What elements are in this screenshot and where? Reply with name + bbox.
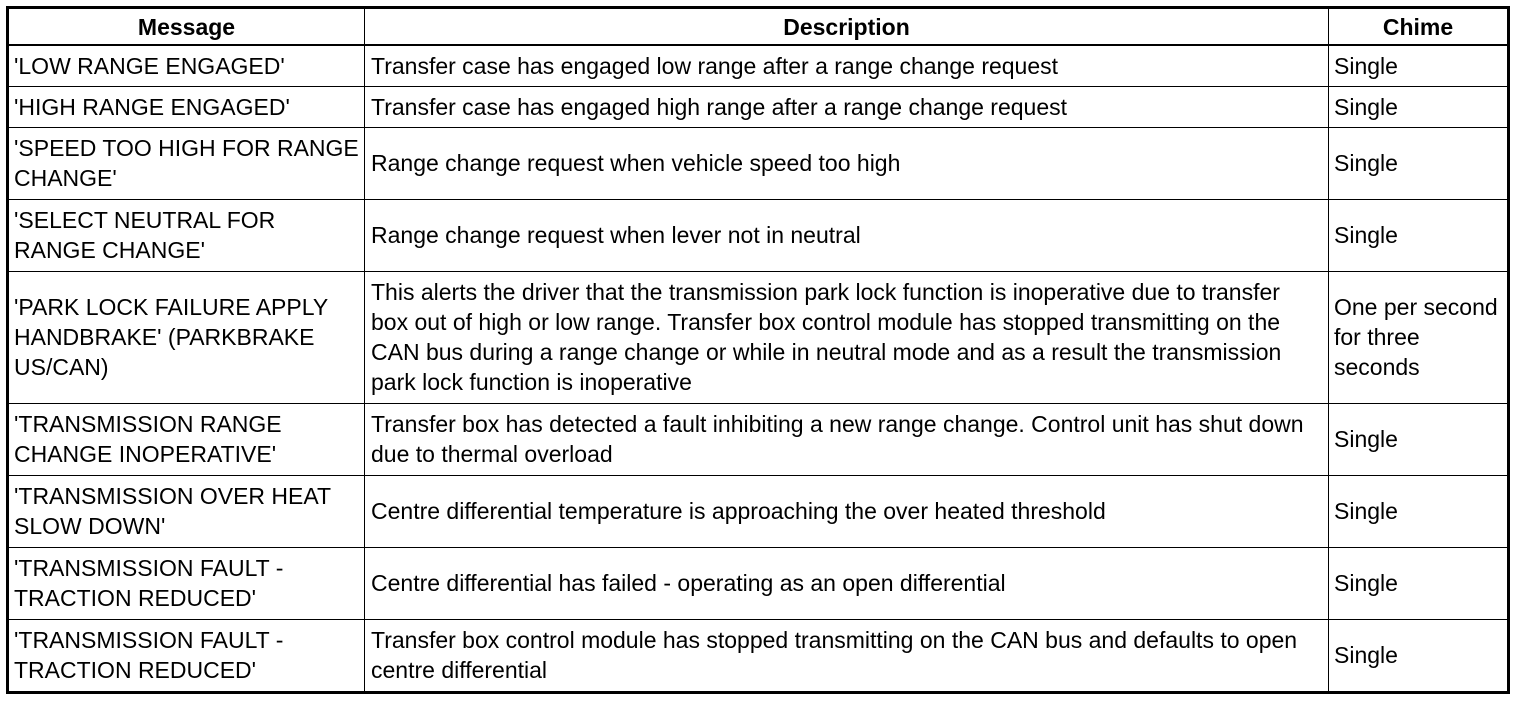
description-cell: Transfer box has detected a fault inhibiting a new range change. Control unit has shut down due to thermal overload xyxy=(365,404,1329,476)
description-cell: This alerts the driver that the transmission park lock function is inoperative due to transfer box out of high or low range. Transfer box control module has stopped transmitting on the CAN bus during a range change or while in neutral mode and as a result the transmission park lock function is inoperative xyxy=(365,272,1329,404)
chime-cell: Single xyxy=(1329,45,1509,87)
header-description: Description xyxy=(365,8,1329,46)
message-cell: 'SPEED TOO HIGH FOR RANGE CHANGE' xyxy=(8,128,365,200)
header-row xyxy=(8,8,1509,46)
chime-cell: Single xyxy=(1329,128,1509,200)
message-table xyxy=(6,6,1510,694)
chime-cell: Single xyxy=(1329,404,1509,476)
table-row xyxy=(8,45,1509,87)
table-row xyxy=(8,548,1509,620)
description-cell: Range change request when lever not in neutral xyxy=(365,200,1329,272)
message-cell: 'TRANSMISSION RANGE CHANGE INOPERATIVE' xyxy=(8,404,365,476)
chime-cell: One per second for three seconds xyxy=(1329,272,1509,404)
description-cell: Centre differential temperature is approaching the over heated threshold xyxy=(365,476,1329,548)
chime-cell: Single xyxy=(1329,548,1509,620)
table-row xyxy=(8,128,1509,200)
chime-cell: Single xyxy=(1329,87,1509,128)
table-row xyxy=(8,87,1509,128)
table-row xyxy=(8,272,1509,404)
description-cell: Transfer case has engaged low range after a range change request xyxy=(365,45,1329,87)
message-cell: 'TRANSMISSION OVER HEAT SLOW DOWN' xyxy=(8,476,365,548)
chime-cell: Single xyxy=(1329,200,1509,272)
chime-cell: Single xyxy=(1329,476,1509,548)
message-cell: 'PARK LOCK FAILURE APPLY HANDBRAKE' (PARKBRAKE US/CAN) xyxy=(8,272,365,404)
description-cell: Transfer box control module has stopped transmitting on the CAN bus and defaults to open centre differential xyxy=(365,620,1329,693)
message-cell: 'HIGH RANGE ENGAGED' xyxy=(8,87,365,128)
description-cell: Centre differential has failed - operating as an open differential xyxy=(365,548,1329,620)
description-cell: Range change request when vehicle speed too high xyxy=(365,128,1329,200)
message-cell: 'SELECT NEUTRAL FOR RANGE CHANGE' xyxy=(8,200,365,272)
message-cell: 'TRANSMISSION FAULT - TRACTION REDUCED' xyxy=(8,620,365,693)
table-row xyxy=(8,620,1509,693)
table-row xyxy=(8,200,1509,272)
message-cell: 'TRANSMISSION FAULT - TRACTION REDUCED' xyxy=(8,548,365,620)
message-cell: 'LOW RANGE ENGAGED' xyxy=(8,45,365,87)
header-chime: Chime xyxy=(1329,8,1509,46)
chime-cell: Single xyxy=(1329,620,1509,693)
header-message: Message xyxy=(8,8,365,46)
description-cell: Transfer case has engaged high range after a range change request xyxy=(365,87,1329,128)
table-row xyxy=(8,404,1509,476)
table-row xyxy=(8,476,1509,548)
